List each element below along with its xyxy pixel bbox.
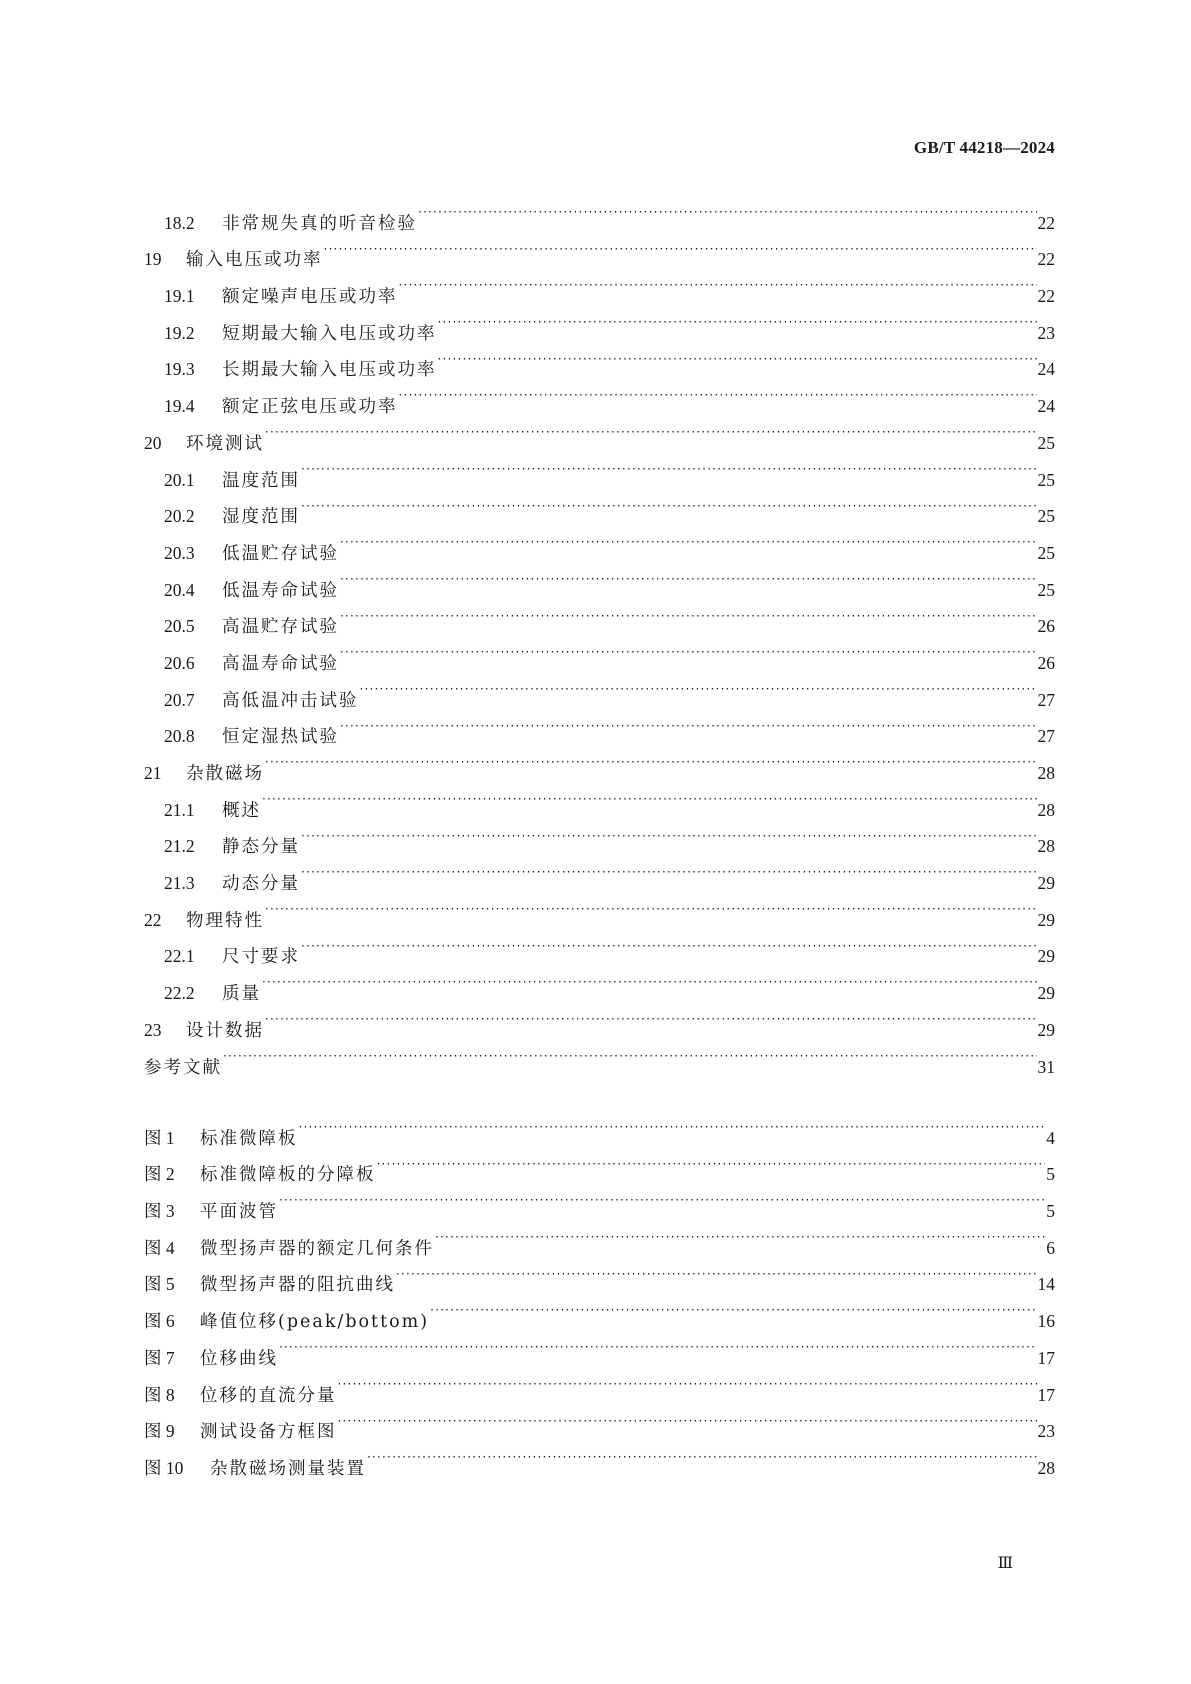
toc-entry-number: 19.3 bbox=[164, 359, 195, 380]
figure-entry-number: 图 7 bbox=[144, 1347, 175, 1368]
toc-entry-page: 28 bbox=[1037, 763, 1055, 783]
figure-entry-page: 17 bbox=[1037, 1384, 1055, 1405]
dot-leader bbox=[299, 1107, 1046, 1144]
toc-entry-page: 27 bbox=[1037, 689, 1055, 710]
toc-entry-title: 高温寿命试验 bbox=[222, 653, 339, 674]
dot-leader bbox=[301, 486, 1037, 523]
dot-leader bbox=[301, 852, 1037, 889]
dot-leader bbox=[399, 265, 1037, 302]
dot-leader bbox=[340, 596, 1037, 633]
figure-entry-number: 图 10 bbox=[144, 1457, 184, 1478]
toc-entry[interactable] bbox=[144, 412, 1055, 454]
toc-entry-number: 21 bbox=[144, 763, 162, 783]
toc-entry[interactable] bbox=[144, 889, 1055, 931]
toc-entry-title: 高温贮存试验 bbox=[222, 617, 339, 638]
toc-entry-number: 21.3 bbox=[164, 873, 195, 894]
dot-leader bbox=[438, 302, 1037, 339]
dot-leader bbox=[262, 779, 1037, 816]
toc-entry-title: 高低温冲击试验 bbox=[222, 690, 359, 711]
standard-code: GB/T 44218—2024 bbox=[913, 138, 1055, 157]
list-of-figures bbox=[144, 1107, 1055, 1479]
toc-entry-page: 25 bbox=[1037, 469, 1055, 490]
toc-entry-title: 低温寿命试验 bbox=[222, 580, 339, 601]
toc-entry-title: 非常规失真的听音检验 bbox=[222, 213, 417, 234]
figure-entry-title: 位移曲线 bbox=[200, 1348, 278, 1369]
toc-entry-page: 24 bbox=[1037, 396, 1055, 417]
figure-entry-page: 5 bbox=[1046, 1164, 1055, 1185]
toc-entry-number: 21.1 bbox=[164, 799, 195, 820]
toc-entry-title: 静态分量 bbox=[222, 837, 300, 858]
toc-entry[interactable] bbox=[144, 816, 1055, 858]
toc-entry-page: 25 bbox=[1037, 506, 1055, 527]
table-of-contents bbox=[144, 192, 1055, 1078]
figure-entry[interactable] bbox=[144, 1180, 1055, 1223]
figure-entry[interactable] bbox=[144, 1327, 1055, 1369]
toc-entry-page: 22 bbox=[1037, 249, 1055, 270]
dot-leader bbox=[301, 816, 1037, 853]
toc-entry-number: 20 bbox=[144, 432, 162, 453]
toc-entry-page: 24 bbox=[1037, 359, 1055, 380]
toc-entry-page: 28 bbox=[1037, 799, 1055, 820]
toc-entry-page: 29 bbox=[1037, 983, 1055, 1004]
dot-leader bbox=[265, 742, 1037, 779]
dot-leader bbox=[396, 1254, 1037, 1291]
toc-entry-number: 23 bbox=[144, 1019, 162, 1040]
figure-entry-number: 图 3 bbox=[144, 1201, 175, 1222]
dot-leader bbox=[340, 632, 1037, 669]
toc-entry-number: 20.2 bbox=[164, 506, 195, 527]
toc-entry-title: 输入电压或功率 bbox=[186, 250, 323, 271]
dot-leader bbox=[430, 1290, 1036, 1327]
toc-entry-title: 短期最大输入电压或功率 bbox=[222, 323, 437, 344]
toc-entry-number: 19.2 bbox=[164, 322, 195, 343]
dot-leader bbox=[340, 706, 1037, 743]
figure-entry-number: 图 8 bbox=[144, 1384, 175, 1405]
toc-entry-page: 22 bbox=[1037, 286, 1055, 307]
toc-entry-title: 温度范围 bbox=[222, 470, 300, 491]
toc-entry-number: 20.5 bbox=[164, 616, 195, 637]
dot-leader bbox=[377, 1144, 1046, 1181]
figure-entry-title: 峰值位移(peak/bottom) bbox=[200, 1312, 430, 1333]
figure-entry-number: 图 1 bbox=[144, 1127, 175, 1148]
toc-entry-page: 23 bbox=[1037, 322, 1055, 343]
toc-entry-number: 20.3 bbox=[164, 542, 195, 563]
dot-leader bbox=[301, 449, 1037, 486]
dot-leader bbox=[438, 339, 1037, 376]
dot-leader bbox=[338, 1401, 1037, 1438]
figure-entry-page: 6 bbox=[1046, 1237, 1055, 1258]
toc-entry-page: 25 bbox=[1037, 579, 1055, 600]
figure-entry-title: 平面波管 bbox=[200, 1202, 278, 1223]
figure-entry-number: 图 5 bbox=[144, 1274, 175, 1295]
toc-entry-number: 20.4 bbox=[164, 579, 195, 600]
toc-entry-number: 20.1 bbox=[164, 469, 195, 490]
toc-entry-page: 26 bbox=[1037, 652, 1055, 673]
toc-entry-title: 物理特性 bbox=[186, 910, 264, 931]
figure-entry-title: 标准微障板 bbox=[200, 1128, 298, 1149]
toc-entry-title: 尺寸要求 bbox=[222, 947, 300, 968]
toc-entry-title: 参考文献 bbox=[144, 1057, 222, 1078]
toc-entry-number: 20.8 bbox=[164, 726, 195, 747]
toc-entry[interactable] bbox=[144, 742, 1055, 784]
dot-leader bbox=[301, 926, 1037, 963]
figure-entry-number: 图 6 bbox=[144, 1311, 175, 1332]
figure-entry[interactable] bbox=[144, 1217, 1055, 1259]
toc-entry-title: 额定噪声电压或功率 bbox=[222, 287, 398, 308]
toc-entry-number: 19.4 bbox=[164, 396, 195, 417]
toc-entry[interactable] bbox=[144, 449, 1055, 491]
dot-leader bbox=[399, 375, 1037, 412]
figure-entry-title: 标准微障板的分障板 bbox=[200, 1165, 376, 1186]
toc-entry[interactable] bbox=[144, 999, 1055, 1041]
figure-entry[interactable] bbox=[144, 1107, 1055, 1149]
toc-entry-page: 26 bbox=[1037, 616, 1055, 637]
toc-entry[interactable] bbox=[144, 192, 1055, 234]
toc-entry-page: 29 bbox=[1037, 946, 1055, 967]
toc-entry-title: 额定正弦电压或功率 bbox=[222, 397, 398, 418]
dot-leader bbox=[265, 889, 1037, 926]
toc-entry-number: 21.2 bbox=[164, 836, 195, 857]
dot-leader bbox=[338, 1364, 1037, 1401]
figure-entry-number: 图 9 bbox=[144, 1421, 175, 1442]
toc-entry-number: 22 bbox=[144, 909, 162, 930]
dot-leader bbox=[262, 962, 1037, 999]
figure-entry-page: 23 bbox=[1037, 1421, 1055, 1442]
dot-leader bbox=[265, 412, 1037, 449]
dot-leader bbox=[324, 229, 1037, 266]
dot-leader bbox=[435, 1217, 1045, 1254]
toc-entry-number: 20.6 bbox=[164, 652, 195, 673]
toc-entry-page: 29 bbox=[1037, 1019, 1055, 1040]
toc-entry-number: 20.7 bbox=[164, 689, 195, 710]
toc-entry[interactable] bbox=[144, 1036, 1055, 1078]
toc-entry-number: 19.1 bbox=[164, 286, 195, 307]
dot-leader bbox=[418, 192, 1037, 229]
toc-entry-number: 19 bbox=[144, 249, 162, 270]
toc-entry-page: 28 bbox=[1037, 836, 1055, 857]
toc-entry[interactable] bbox=[144, 779, 1055, 821]
dot-leader bbox=[279, 1180, 1045, 1217]
toc-entry-page: 29 bbox=[1037, 909, 1055, 930]
toc-entry-title: 动态分量 bbox=[222, 874, 300, 895]
figure-entry[interactable] bbox=[144, 1364, 1055, 1406]
toc-entry-title: 环境测试 bbox=[186, 433, 264, 454]
figure-entry-title: 位移的直流分量 bbox=[200, 1385, 337, 1406]
toc-entry-number: 22.2 bbox=[164, 983, 195, 1004]
figure-entry-page: 14 bbox=[1037, 1274, 1055, 1295]
toc-entry-title: 恒定湿热试验 bbox=[222, 727, 339, 748]
toc-entry-number: 18.2 bbox=[164, 212, 195, 233]
toc-entry-page: 31 bbox=[1037, 1056, 1055, 1077]
figure-entry-title: 杂散磁场测量装置 bbox=[210, 1458, 366, 1479]
toc-entry-page: 25 bbox=[1037, 432, 1055, 453]
toc-entry-title: 湿度范围 bbox=[222, 507, 300, 528]
figure-entry-page: 17 bbox=[1037, 1347, 1055, 1368]
figure-entry-page: 4 bbox=[1046, 1127, 1055, 1148]
dot-leader bbox=[340, 522, 1037, 559]
toc-entry-page: 22 bbox=[1037, 212, 1055, 233]
toc-entry-title: 质量 bbox=[222, 984, 261, 1005]
toc-entry-title: 设计数据 bbox=[186, 1020, 264, 1041]
figure-entry-number: 图 4 bbox=[144, 1237, 175, 1258]
toc-entry-title: 长期最大输入电压或功率 bbox=[222, 360, 437, 381]
dot-leader bbox=[265, 999, 1037, 1036]
toc-entry-number: 22.1 bbox=[164, 946, 195, 967]
dot-leader bbox=[340, 559, 1037, 596]
toc-entry-page: 25 bbox=[1037, 542, 1055, 563]
toc-entry[interactable] bbox=[144, 926, 1055, 968]
page-number: Ⅲ bbox=[997, 1555, 1013, 1572]
toc-entry-page: 29 bbox=[1037, 873, 1055, 894]
figure-entry-page: 28 bbox=[1037, 1457, 1055, 1478]
figure-entry-page: 5 bbox=[1046, 1201, 1055, 1222]
toc-entry-title: 杂散磁场 bbox=[186, 764, 264, 784]
toc-entry-title: 低温贮存试验 bbox=[222, 543, 339, 564]
figure-entry-number: 图 2 bbox=[144, 1164, 175, 1185]
figure-entry-title: 微型扬声器的阻抗曲线 bbox=[200, 1275, 395, 1296]
dot-leader bbox=[360, 669, 1037, 706]
figure-entry-title: 微型扬声器的额定几何条件 bbox=[200, 1238, 434, 1259]
dot-leader bbox=[223, 1036, 1037, 1073]
toc-entry-page: 27 bbox=[1037, 726, 1055, 747]
figure-entry-page: 16 bbox=[1037, 1311, 1055, 1332]
dot-leader bbox=[367, 1437, 1037, 1474]
figure-entry-title: 测试设备方框图 bbox=[200, 1422, 337, 1443]
toc-entry[interactable] bbox=[144, 962, 1055, 1005]
dot-leader bbox=[279, 1327, 1037, 1364]
toc-entry-title: 概述 bbox=[222, 800, 261, 821]
